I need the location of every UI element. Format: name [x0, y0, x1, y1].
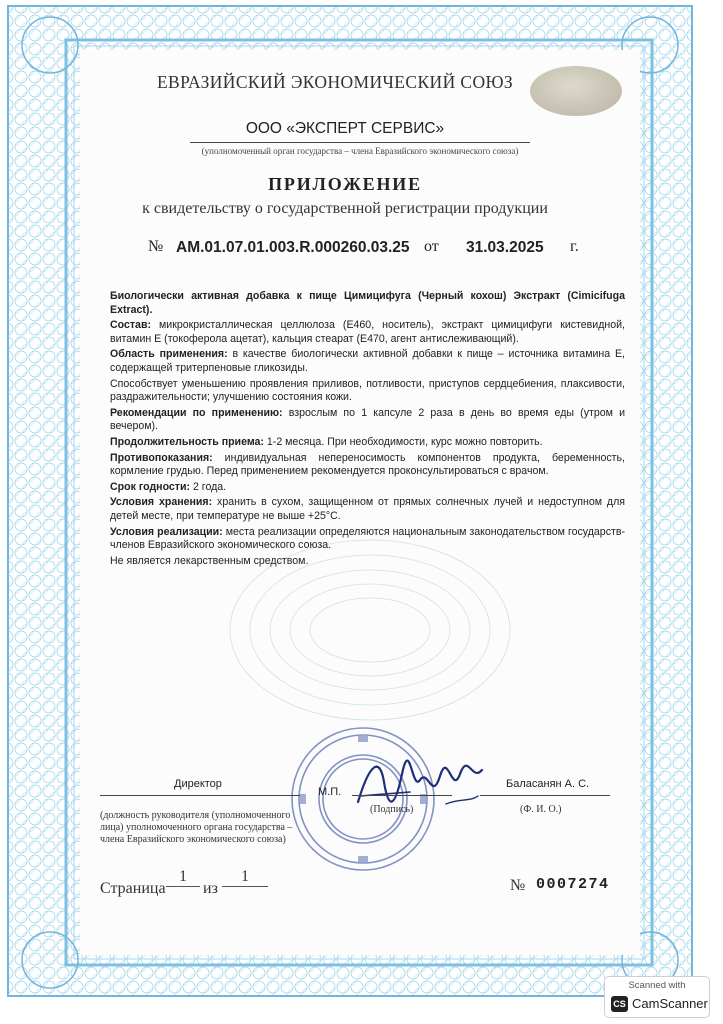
- page-label: Страница: [100, 880, 166, 897]
- hologram-seal: [530, 66, 622, 116]
- shelf-life: Срок годности: 2 года.: [110, 480, 227, 493]
- sale-conditions: Условия реализации: места реализации определяются национальным законодательством государств-членов Евразийского экономического союза.: [110, 525, 626, 552]
- document-subtitle: к свидетельству о государственной регистрации продукции: [142, 200, 548, 217]
- product-name: Биологически активная добавка к пище Цимицифуга (Черный кохош) Экстракт (Cimicifuga Extract).: [110, 290, 625, 316]
- effects: Способствует уменьшению проявления приливов, потливости, приступов сердцебиения, плаксивости, раздражительности; улучшению состояния кожи.: [110, 377, 625, 404]
- serial-sign: №: [510, 877, 526, 894]
- camscanner-badge: [604, 976, 710, 1018]
- registration-number: AM.01.07.01.003.R.000260.03.25: [176, 239, 410, 256]
- signature-caption: (Подпись): [370, 804, 414, 815]
- contraindications: Противопоказания: индивидуальная непереносимость компонентов продукта, беременность, кормление грудью. Перед применением рекомендуется проконсультироваться с врачом.: [110, 451, 625, 478]
- page-total: 1: [222, 868, 268, 887]
- position-line: [100, 795, 300, 796]
- name-line: [480, 795, 610, 796]
- year-suffix: г.: [570, 238, 579, 255]
- position-label: Директор: [174, 778, 222, 790]
- composition: Состав: микрокристаллическая целлюлоза (Е460, носитель), экстракт цимицифуги кистевидной, витамин Е (токоферола ацетат), кальция стеарат (Е470, агент антислеживающий).: [110, 319, 625, 345]
- signature-line: [352, 795, 452, 796]
- of-word: из: [203, 880, 218, 897]
- union-heading: ЕВРАЗИЙСКИЙ ЭКОНОМИЧЕСКИЙ СОЮЗ: [156, 72, 514, 92]
- company-note: (уполномоченный орган государства – члена Евразийского экономического союза): [201, 146, 519, 156]
- duration: Продолжительность приема: 1-2 месяца. При необходимости, курс можно повторить.: [110, 435, 543, 448]
- storage-conditions: Условия хранения: хранить в сухом, защищенном от прямых солнечных лучей и недоступном для детей месте, при температуре не выше +25°С.: [110, 496, 625, 522]
- not-medicine: Не является лекарственным средством.: [110, 554, 309, 567]
- serial-number: 0007274: [536, 876, 610, 893]
- dosage: Рекомендации по применению: взрослым по 1 капсуле 2 раза в день во время еды (утром и вечером).: [110, 406, 625, 433]
- reg-number-sign: №: [148, 238, 164, 255]
- signatory-name: Баласанян А. С.: [506, 778, 590, 790]
- company-name: ООО «ЭКСПЕРТ СЕРВИС»: [245, 120, 445, 137]
- stamp-place-label: М.П.: [318, 786, 342, 798]
- page-current: 1: [166, 868, 200, 887]
- scanned-with-text: Scanned with: [628, 980, 686, 991]
- product-description: [110, 290, 625, 570]
- application-area: Область применения: в качестве биологически активной добавки к пище – источника витамина Е, содержащей тритерпеновые гликозиды.: [110, 348, 625, 374]
- camscanner-name: CamScanner: [632, 996, 708, 1011]
- camscanner-logo-icon: CS: [611, 996, 628, 1012]
- company-underline: [190, 142, 530, 143]
- fio-caption: (Ф. И. О.): [520, 804, 562, 815]
- document-title: ПРИЛОЖЕНИЕ: [268, 174, 422, 194]
- position-note: (должность руководителя (уполномоченного лица) уполномоченного органа государства – члена Евразийского экономического союза): [100, 810, 293, 845]
- registration-date: 31.03.2025: [466, 239, 544, 256]
- from-word: от: [424, 238, 439, 255]
